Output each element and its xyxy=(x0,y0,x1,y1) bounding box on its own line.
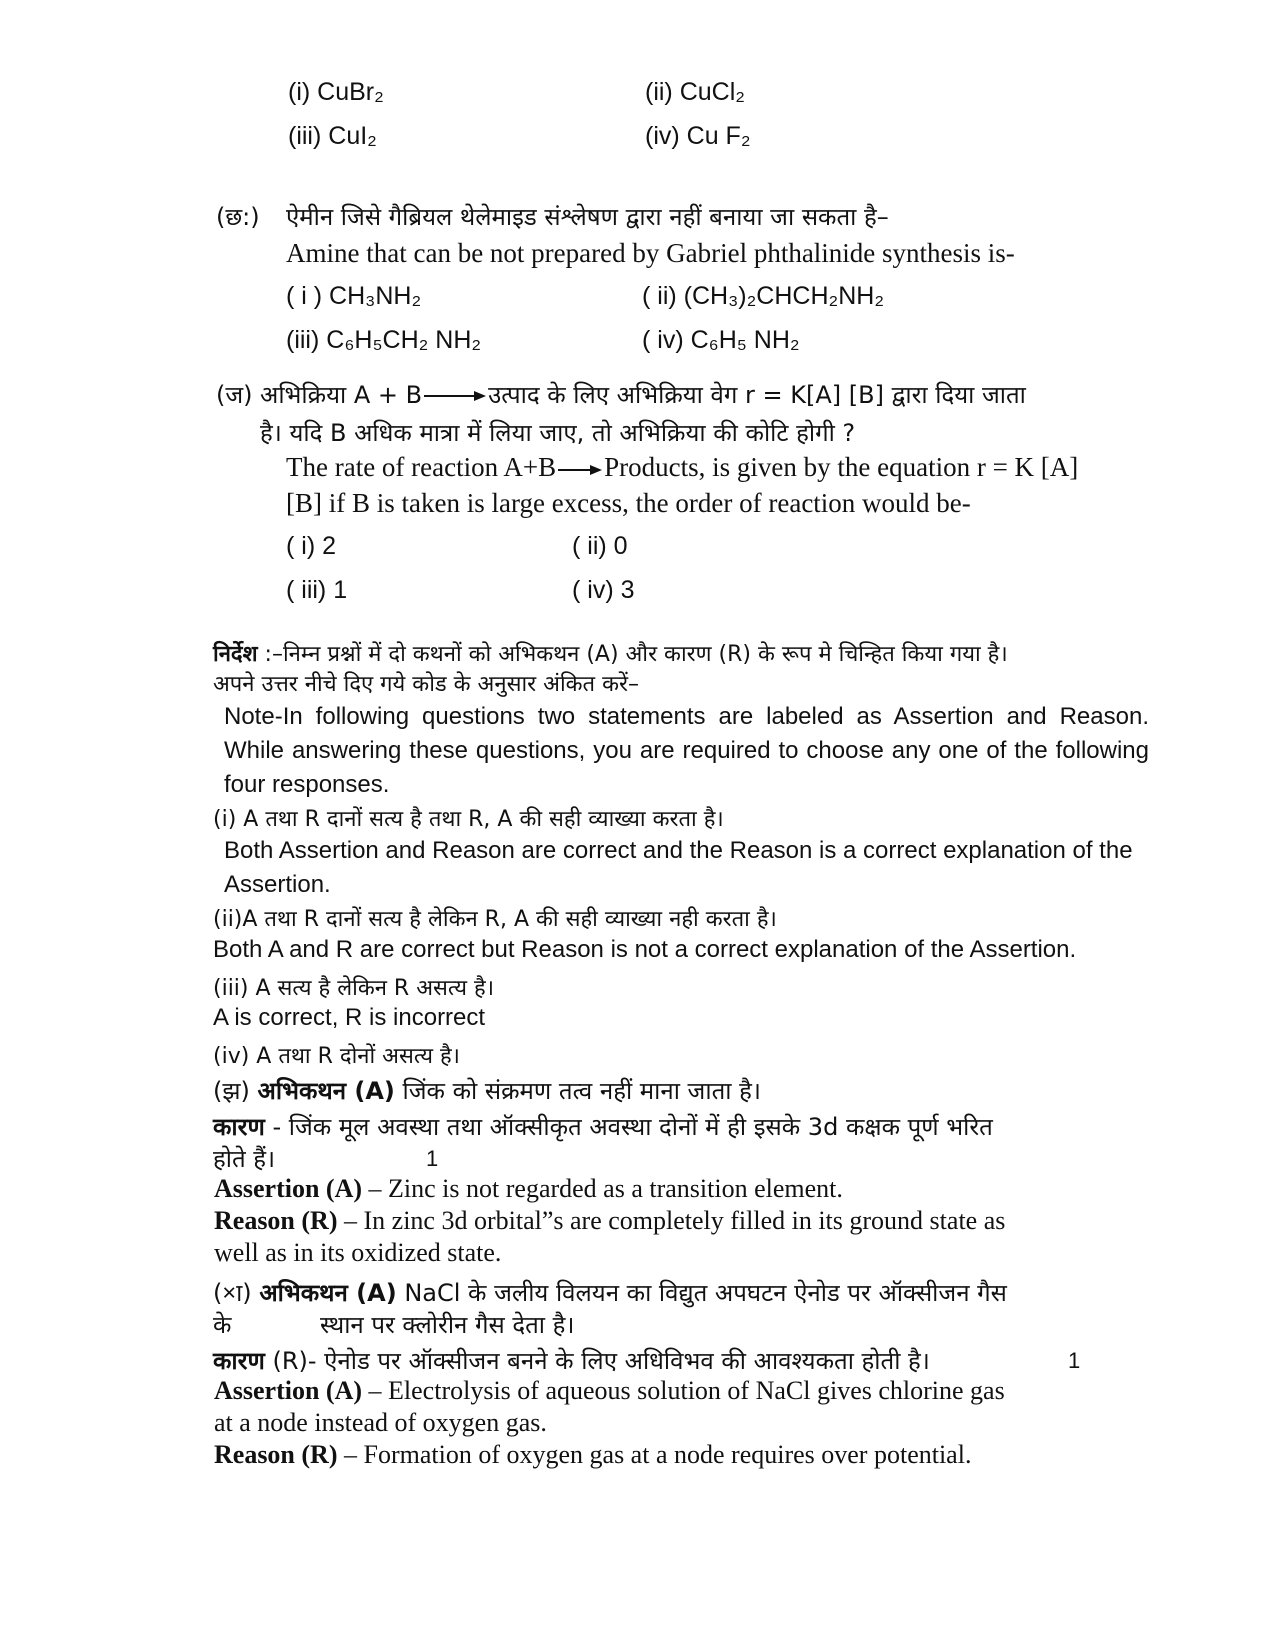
question-text-english-line2: [B] if B is taken is large excess, the order of reaction would be- xyxy=(286,488,971,518)
reason-heading: Reason (R) xyxy=(214,1440,338,1469)
response-3-hindi: (iii) A सत्य है लेकिन R असत्य है। xyxy=(213,976,495,1001)
question-text-hindi-line2: है। यदि B अधिक मात्रा में लिया जाए, तो अभिक्रिया की कोटि होगी ? xyxy=(260,419,856,447)
assertion-heading: Assertion (A) xyxy=(214,1174,363,1203)
response-2-hindi: (ii)A तथा R दानों सत्य है लेकिन R, A की सही व्याख्या नही करता है। xyxy=(213,907,777,932)
assertion-text: जिंक को संक्रमण तत्व नहीं माना जाता है। xyxy=(394,1077,761,1105)
question-text-hindi: ऐमीन जिसे गैब्रियल थेलेमाइड संश्लेषण द्वारा नहीं बनाया जा सकता है– xyxy=(286,203,889,231)
option-iii: ( iii) 1 xyxy=(286,576,348,604)
note-hindi-text: :–निम्न प्रश्नों में दो कथनों को अभिकथन (A) और कारण (R) के रूप मे चिन्हित किया गया है। xyxy=(257,642,1008,667)
response-1-hindi: (i) A तथा R दानों सत्य है तथा R, A की सही व्याख्या करता है। xyxy=(213,807,724,832)
response-1-english: Both Assertion and Reason are correct and the Reason is a correct explanation of the Assertion. xyxy=(224,837,1133,898)
reason-hindi-line2: होते हैं। xyxy=(213,1145,276,1173)
marks: 1 xyxy=(426,1146,439,1171)
question-text-english-line1 xyxy=(286,452,1078,483)
question-label: (झ) xyxy=(213,1077,250,1105)
option-ii: ( ii) (CH₃)₂CHCH₂NH₂ xyxy=(642,282,885,310)
question-label: (×ा) xyxy=(213,1279,252,1307)
question-text-english: Amine that can be not prepared by Gabriel phthalinide synthesis is- xyxy=(286,238,1015,268)
assertion-english xyxy=(214,1174,843,1204)
response-4-hindi: (iv) A तथा R दोनों असत्य है। xyxy=(213,1044,461,1069)
option-iii: (iii) CuI₂ xyxy=(288,122,377,150)
option-iv: ( iv) C₆H₅ NH₂ xyxy=(642,326,800,354)
assertion-text: – Electrolysis of aqueous solution of NaCl gives chlorine gas xyxy=(362,1376,1005,1405)
question-label: (छ:) xyxy=(216,203,260,231)
assertion-hindi-line1 xyxy=(213,1276,1007,1309)
option-i: ( i) 2 xyxy=(286,532,336,560)
option-ii: ( ii) 0 xyxy=(572,532,628,560)
assertion-hindi-line2-start: के xyxy=(213,1311,232,1339)
arrow-icon xyxy=(424,389,486,403)
reason-text: - जिंक मूल अवस्था तथा ऑक्सीकृत अवस्था दोनों में ही इसके 3d कक्षक पूर्ण भरित xyxy=(264,1113,993,1141)
reaction-text: The rate of reaction A+B xyxy=(286,452,557,482)
assertion-heading: अभिकथन (A) xyxy=(257,1077,395,1105)
note-hindi-line2: अपने उत्तर नीचे दिए गये कोड के अनुसार अंकित करें– xyxy=(213,672,639,697)
assertion-english-line2: at a node instead of oxygen gas. xyxy=(214,1408,547,1437)
response-2-english: Both A and R are correct but Reason is not a correct explanation of the Assertion. xyxy=(213,936,1077,963)
arrow-icon xyxy=(558,463,602,477)
reaction-text-continued: Products, is given by the equation r = K [A] xyxy=(604,452,1079,482)
question-label: (ज) xyxy=(216,381,253,409)
option-i: ( i ) CH₃NH₂ xyxy=(286,282,422,310)
reason-text: (R)- ऐनोड पर ऑक्सीजन बनने के लिए अधिविभव की आवश्यकता होती है। xyxy=(264,1347,930,1375)
assertion-hindi-line2: स्थान पर क्लोरीन गैस देता है। xyxy=(320,1311,575,1339)
reason-hindi xyxy=(213,1344,930,1377)
option-i: (i) CuBr₂ xyxy=(288,78,384,106)
reaction-text: अभिक्रिया A + B xyxy=(260,381,423,409)
marks: 1 xyxy=(1068,1348,1081,1373)
reason-english-line2: well as in its oxidized state. xyxy=(214,1238,502,1267)
question-text-hindi-line1 xyxy=(260,378,1026,411)
reaction-text-continued: उत्पाद के लिए अभिक्रिया वेग r = K[A] [B] द्वारा दिया जाता xyxy=(488,381,1026,409)
option-iii: (iii) C₆H₅CH₂ NH₂ xyxy=(286,326,482,354)
reason-english xyxy=(214,1440,971,1470)
reason-heading: Reason (R) xyxy=(214,1206,338,1235)
reason-heading: कारण xyxy=(213,1347,265,1375)
response-3-english: A is correct, R is incorrect xyxy=(213,1004,486,1031)
note-heading: निर्देश xyxy=(213,642,258,667)
assertion-text: – Zinc is not regarded as a transition element. xyxy=(362,1174,843,1203)
reason-text: – Formation of oxygen gas at a node requires over potential. xyxy=(337,1440,972,1469)
assertion-hindi xyxy=(213,1074,761,1107)
note-english: Note-In following questions two statements are labeled as Assertion and Reason. While answering these questions, you are required to choose any one of the following four responses. xyxy=(224,703,1149,798)
note-hindi-line1 xyxy=(213,638,1008,668)
option-iv: (iv) Cu F₂ xyxy=(645,122,751,150)
assertion-english-line1 xyxy=(214,1376,1005,1406)
reason-hindi-line1 xyxy=(213,1110,993,1143)
assertion-heading: Assertion (A) xyxy=(214,1376,363,1405)
assertion-heading: अभिकथन (A) xyxy=(259,1279,397,1307)
reason-text: – In zinc 3d orbital”s are completely filled in its ground state as xyxy=(337,1206,1006,1235)
option-iv: ( iv) 3 xyxy=(572,576,635,604)
assertion-text: NaCl के जलीय विलयन का विद्युत अपघटन ऐनोड पर ऑक्सीजन गैस xyxy=(396,1279,1007,1307)
reason-english-line1 xyxy=(214,1206,1005,1236)
option-ii: (ii) CuCl₂ xyxy=(645,78,745,106)
reason-heading: कारण xyxy=(213,1113,265,1141)
